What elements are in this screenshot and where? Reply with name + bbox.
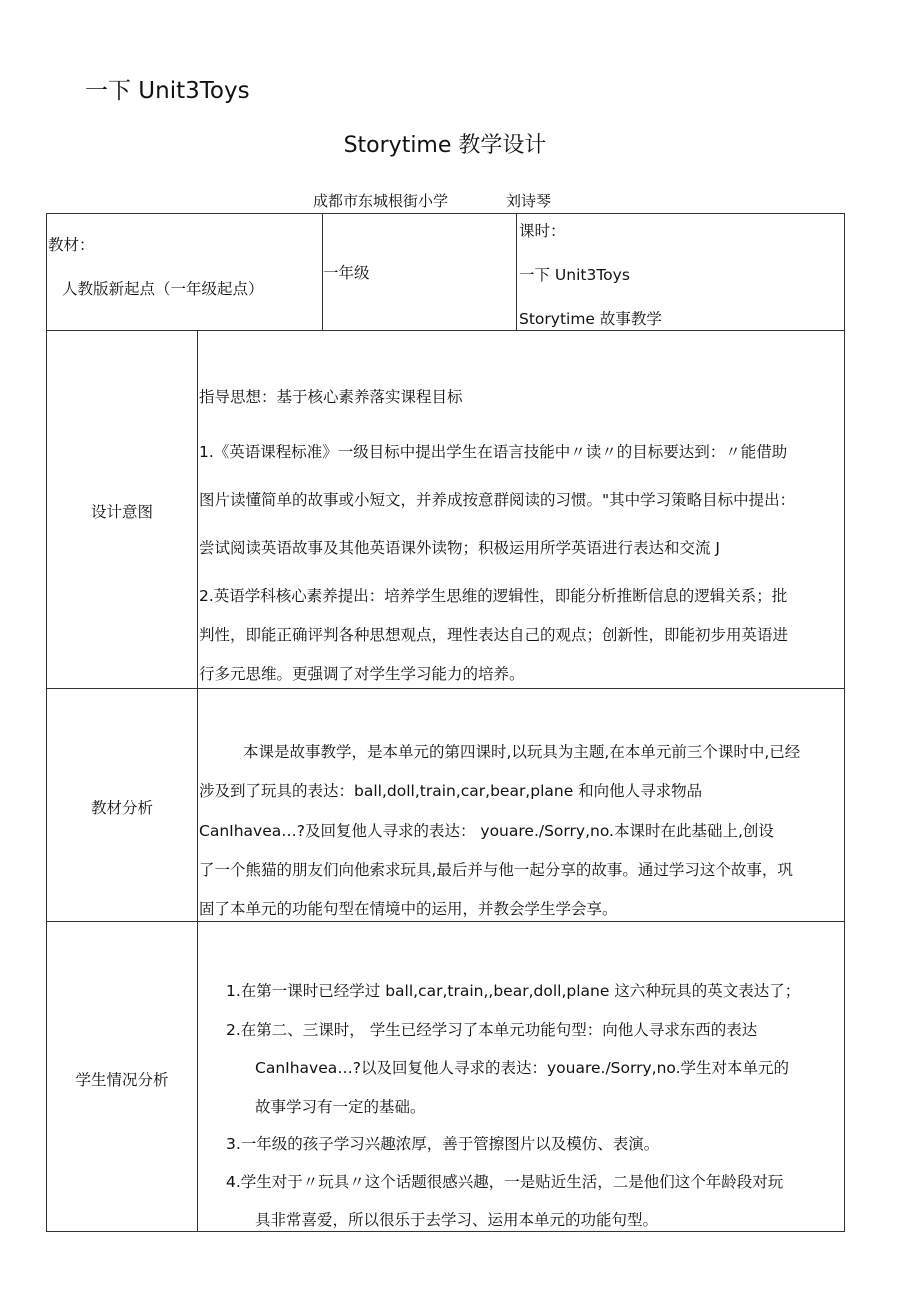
- material-analysis-line: CanIhavea…?及回复他人寻求的表达： youare./Sorry,no.本课时在此基础上,创设: [199, 822, 774, 840]
- design-intent-line: 行多元思维。更强调了对学生学习能力的培养。: [199, 665, 525, 683]
- author-line: [313, 190, 551, 211]
- design-intent-line: 1.《英语课程标准》一级目标中提出学生在语言技能中〃读〃的目标要达到：〃能借助: [199, 443, 788, 461]
- student-analysis-label: 学生情况分析: [75, 1071, 169, 1089]
- student-analysis-line: CanIhavea…?以及回复他人寻求的表达：youare./Sorry,no.学生对本单元的: [255, 1059, 790, 1077]
- material-value: 人教版新起点（一年级起点）: [62, 280, 264, 298]
- grade-value: 一年级: [323, 264, 370, 282]
- document-heading: 一下 Unit3Toys: [85, 78, 250, 104]
- design-intent-label: 设计意图: [90, 503, 153, 521]
- design-intent-line: 图片读懂简单的故事或小短文，并养成按意群阅读的习惯。"其中学习策略目标中提出：: [199, 491, 796, 509]
- material-analysis-line: 涉及到了玩具的表达：ball,doll,train,car,bear,plane 和向他人寻求物品: [199, 782, 703, 800]
- material-analysis-line: 本课是故事教学，是本单元的第四课时,以玩具为主题,在本单元前三个课时中,已经: [243, 743, 801, 761]
- lesson-type: Storytime 故事教学: [519, 310, 662, 328]
- student-analysis-line: 故事学习有一定的基础。: [255, 1098, 426, 1116]
- student-analysis-line: 2.在第二、三课时， 学生已经学习了本单元功能句型：向他人寻求东西的表达: [226, 1021, 758, 1039]
- design-intent-line: 判性，即能正确评判各种思想观点，理性表达自己的观点；创新性，即能初步用英语进: [199, 626, 789, 644]
- student-analysis-line: 1.在第一课时已经学过 ball,car,train,,bear,doll,plane 这六种玩具的英文表达了；: [226, 982, 801, 1000]
- material-label: 教材：: [48, 236, 95, 254]
- student-analysis-line: 4.学生对于〃玩具〃这个话题很感兴趣，一是贴近生活，二是他们这个年龄段对玩: [226, 1173, 784, 1191]
- document-title: Storytime 教学设计: [343, 133, 547, 158]
- lesson-unit: 一下 Unit3Toys: [519, 266, 630, 284]
- material-analysis-label: 教材分析: [90, 799, 153, 817]
- author-name: 刘诗琴: [506, 192, 552, 210]
- lesson-label: 课时：: [519, 222, 566, 240]
- material-analysis-line: 了一个熊猫的朋友们向他索求玩具,最后并与他一起分享的故事。通过学习这个故事，巩: [199, 861, 793, 879]
- design-intent-line: 尝试阅读英语故事及其他英语课外读物；积极运用所学英语进行表达和交流 J: [199, 539, 721, 557]
- design-intent-line: 指导思想：基于核心素养落实课程目标: [199, 388, 463, 406]
- student-analysis-line: 具非常喜爱，所以很乐于去学习、运用本单元的功能句型。: [255, 1211, 659, 1229]
- school-name: 成都市东城根街小学: [313, 192, 449, 210]
- student-analysis-line: 3.一年级的孩子学习兴趣浓厚，善于管擦图片以及模仿、表演。: [226, 1135, 660, 1153]
- design-intent-line: 2.英语学科核心素养提出：培养学生思维的逻辑性，即能分析推断信息的逻辑关系；批: [199, 587, 788, 605]
- material-analysis-line: 固了本单元的功能句型在情境中的运用，并教会学生学会享。: [199, 900, 618, 918]
